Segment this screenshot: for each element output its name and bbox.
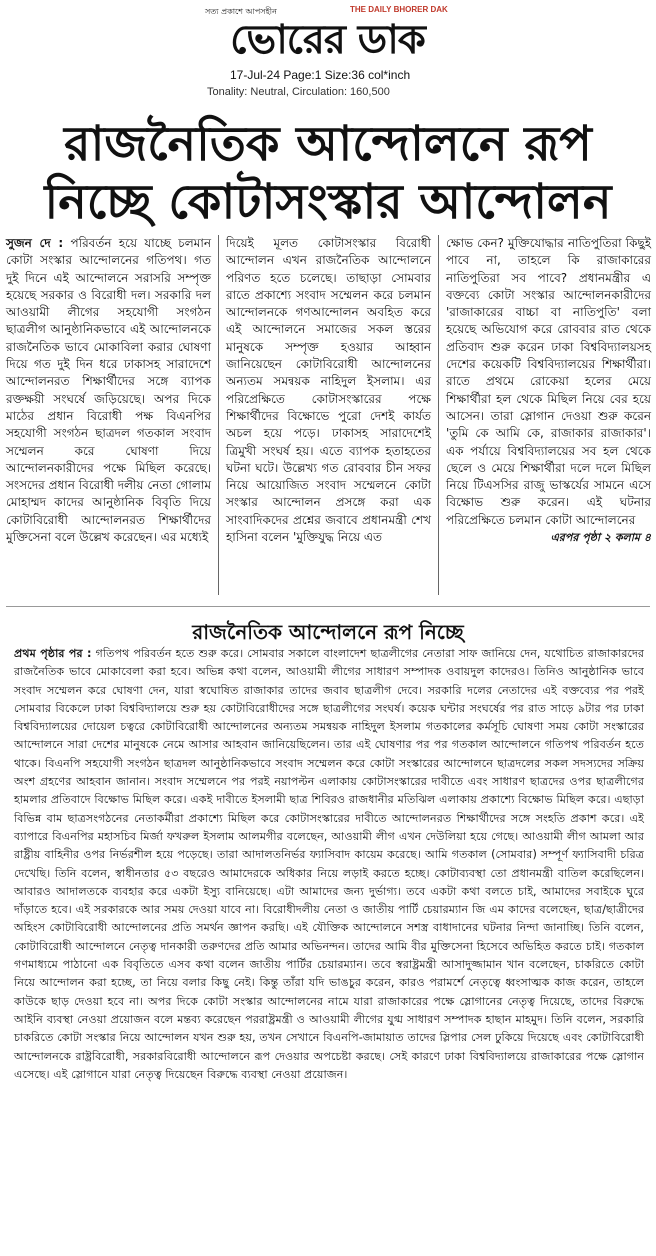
headline-line-1: রাজনৈতিক আন্দোলনে রূপ <box>64 116 592 172</box>
newspaper-logo: ভোরের ডাক <box>230 17 425 63</box>
article-author: সুজন দে : <box>6 236 64 250</box>
continuation-lead: প্রথম পৃষ্ঠার পর : <box>14 647 92 660</box>
section-divider <box>6 606 650 607</box>
article-column-1 <box>6 235 211 546</box>
column-divider <box>218 235 219 595</box>
continuation-reference: এরপর পৃষ্ঠা ২ কলাম ৪ <box>550 531 651 545</box>
headline-line-2: নিচ্ছে কোটাসংস্কার আন্দোলন <box>44 174 612 230</box>
clip-meta-date-page: 17-Jul-24 Page:1 Size:36 col*inch <box>230 68 411 82</box>
continuation-text: গতিপথ পরিবর্তন হতে শুরু করে। সোমবার সকালে বাংলাদেশ ছাত্রলীগের নেতারা সাফ জানিয়ে দেন, যথোচিত রাজাকারদের রাজনৈতিক ভাবে মোকাবেলা করা হবে। অভিন্ন কথা বলেন, আওয়ামী লীগের সাধারণ সম্পাদক ওবায়দুল কাদেরও। তিনিও আনুষ্ঠানিক ভাবে সংবাদ সম্মেলন করে ঘোষণা দেন, যারা স্বঘোষিত রাজাকার তাদের জবাব ছাত্রলীগ দেবে। সরকারি দলের নেতাদের এই বক্তব্যের পর পরই সোমবার বিকেলে ঢাকা বিশ্ববিদ্যালয়ে শুরু হয় কোটাবিরোধীদের সঙ্গে ছাত্রলীগের সংঘর্ষ। কয়েক ঘন্টার সংঘর্ষের পর রাত সাড়ে ৯টার পর ঢাকা বিশ্ববিদ্যালয়ের দোয়েল চত্বরে কোটাবিরোধী আন্দোলনের অন্যতম সমন্বয়ক নাহিদুল ইসলাম গতকালের কর্মসূচি ঘোষণা সময় কোটা সংস্কারের আন্দোলনে সারা দেশের মানুষকে নেমে আসার আহবান জানিয়েছিলেন। তার এই ঘোষণার পর পর গতকাল আন্দোলনে গতিপথ পরিবর্তন হতে থাকে। বিএনপি সহযোগী সংগঠন ছাত্রদল আনুষ্ঠানিকভাবে সংবাদ সম্মেলন করে কোটা সংস্কারের আন্দোলনে ছাত্রদলের সকল সদস্যদের সক্রিয় অংশ গ্রহণের আহবান জানান। সংবাদ সম্মেলনে পর পরই নয়াপল্টন এলাকায় কোটাসংস্কারের দাবীতে এবং সাধারণ ছাত্রদের ওপর ছাত্রলীগের হামলার প্রতিবাদে বিক্ষোভ মিছিল করে। একই দাবীতে ইসলামী ছাত্র শিবিরও রাজধানীর মতিঝিল এলাকায় প্রকাশ্যে বিক্ষোভ মিছিল করে। এছাড়া বিভিন্ন বাম ছাত্রসংগঠনের নেতাকর্মীরা প্রকাশ্যে মিছিল করে কোটাসংস্কারের দাবীতে আন্দোলনরত শিক্ষার্থীদের সঙ্গে সংহতি প্রকাশ করে। এই ব্যাপারে বিএনপির মহাসচিব মির্জা ফখরুল ইসলাম আলমগীর বলেছেন, আওয়ামী লীগ এখন দেউলিয়া হয়ে গেছে। আওয়ামী লীগ আমলা আর রাষ্ট্রীয় বাহিনীর ওপর নির্ভরশীল হয়ে পড়েছে। তারা আদালতনির্ভর ফ্যাসিবাদ কায়েম করেছে। আমি গতকাল (সোমবার) সম্পূর্ণ ফ্যাসিবাদী চরিত্র দেখেছি। তিনি বলেন, স্বাধীনতার ৫৩ বছরেও আমাদেরকে অধিকার নিয়ে লড়াই করতে হচ্ছে। কোটাব্যবস্থা তো প্রধানমন্ত্রী বাতিল করেছিলেন। আবারও আদালতকে ব্যবহার করে একটা ইস্যু বানিয়েছে। এটা আমাদের জন্য দুর্ভাগ্য। তবে একটা কথা বলতে চাই, আমাদের সবাইকে ঘুরে দাঁড়াতে হবে। এই সরকারকে আর সময় দেওয়া যাবে না। বিরোধীদলীয় নেতা ও জাতীয় পার্টি চেয়ারম্যান জি এম কাদের বলেছেন, ছাত্র/ছাত্রীদের অহিংস কোটাবিরোধী আন্দোলনের প্রতি সমর্থন জ্ঞাপন করছি। এই যৌক্তিক আন্দোলনে সশস্ত্র বাধাদানের ঘটনার নিন্দা জানাচ্ছি। তিনি বলেন, কোটাবিরোধী আন্দোলনে নেতৃত্ব দানকারী তরুণদের প্রতি আমার অভিনন্দন। তাদের আমি বীর মুক্তিসেনা হিসেবে অভিহিত করতে চাই। গতকাল গণমাধ্যমে পাঠানো এক বিবৃতিতে এসব কথা বলেন জাতীয় পার্টির চেয়ারম্যান। তবে স্বরাষ্ট্রমন্ত্রী আসাদুজ্জামান খান বলেছেন, চাকরিতে কোটা নিয়ে আন্দোলন করা হচ্ছে, তা নিয়ে বলার কিছু নেই। কিন্তু তাঁরা যদি ভাঙচুর করেন, কারও পরামর্শে নেতৃত্বে ধ্বংসাত্মক কাজ করেন, তাহলে কাউকে ছাড় দেওয়া হবে না। অপর দিকে কোটা সংস্কার আন্দোলনের নামে যারা রাজাকারের পক্ষে স্লোগানের নেতৃত্ব দিয়েছে, তাদের বিরুদ্ধে আইনি ব্যবস্থা নেওয়া প্রয়োজন বলে মন্তব্য করেছেন পররাষ্ট্রমন্ত্রী ও আওয়ামী লীগের যুগ্ম সাধারণ সম্পাদক হাছান মাহমুদ। তিনি বলেন, সরকারি চাকরিতে কোটা সংস্কার নিয়ে আন্দোলন যখন শুরু হয়, তখন সেখানে বিএনপি-জামায়াত তাদের স্লিপার সেল ঢুকিয়ে দিয়েছে এবং কোটাবিরোধী আন্দোলনকে রাষ্ট্রবিরোধী, সরকারবিরোধী আন্দোলনে রূপ দেওয়ার অপচেষ্টা করছে। সেই কারণে ঢাকা বিশ্ববিদ্যালয়ে রাজাকারের পক্ষে স্লোগান এসেছে। এই স্লোগানে যারা নেতৃত্ব দিয়েছেন বিরুদ্ধে ব্যবস্থা নেওয়া প্রয়োজন। <box>14 647 645 1081</box>
masthead <box>0 0 656 105</box>
column-3-text: ক্ষোভ কেন? মুক্তিযোদ্ধার নাতিপুতিরা কিছুই পাবে না, তাহলে কি রাজাকারের নাতিপুতিরা সব পাবে? প্রধানমন্ত্রীর এ বক্তব্যে কোটা সংস্কার আন্দোলনকারীদের 'রাজাকারের বাচ্চা বা নাতিপুতি' বলা হয়েছে অভিযোগ করে রোববার রাত থেকে প্রতিবাদ শুরু করেন ঢাকা বিশ্ববিদ্যালয়সহ দেশের কয়েকটি বিশ্ববিদ্যালয়ের শিক্ষার্থীরা। রাতে প্রথমে রোকেয়া হলের মেয়ে শিক্ষার্থীরা হল থেকে মিছিল নিয়ে বের হয়ে আসেন। তারা স্লোগান দেওয়া শুরু করেন 'তুমি কে আমি কে, রাজাকার রাজাকার'। এক পর্যায়ে বিশ্ববিদ্যালয়ের সব হল থেকে ছেলে ও মেয়ে শিক্ষার্থীরা দলে দলে মিছিল নিয়ে টিএসসির রাজু ভাস্কর্যের সামনে এসে বিক্ষোভ শুরু করেন। এই ঘটনার পরিপ্রেক্ষিতে চলমান কোটা আন্দোলনের <box>446 236 651 527</box>
article-columns <box>6 235 650 595</box>
column-divider <box>438 235 439 595</box>
clip-meta-tonality: Tonality: Neutral, Circulation: 160,500 <box>207 86 390 98</box>
article-column-3 <box>446 235 651 546</box>
masthead-tagline-en: THE DAILY BHORER DAK <box>350 5 448 14</box>
article-headline <box>18 115 638 231</box>
continuation-body <box>14 645 644 1084</box>
column-1-text: পরিবর্তন হয়ে যাচ্ছে চলমান কোটা সংস্কার আন্দোলনের গতিপথ। গত দুই দিনে এই আন্দোলনে সরাসরি সম্পৃক্ত হয়েছে সরকার ও বিরোধী দল। সরকারি দল আওয়ামী লীগের সহযোগী সংগঠন ছাত্রলীগ আনুষ্ঠানিকভাবে এই আন্দোলনকে রাজনৈতিক ভাবে মোকাবিলা করার ঘোষণা দিয়ে গত দুই দিন ধরে ঢাকাসহ সারাদেশে আন্দোলনরত শিক্ষার্থীদের সঙ্গে ব্যাপক রক্তক্ষয়ী সংঘর্ষে জড়িয়েছে। অপর দিকে মাঠের প্রধান বিরোধী পক্ষ বিএনপির সহযোগী সংগঠন ছাত্রদল গতকাল সংবাদ সম্মেলন করে ঘোষণা দিয়ে আন্দোলনকারীদের পক্ষে মিছিল করেছে। সংসদের প্রধান বিরোধী দলীয় নেতা গোলাম মোহাম্মদ কাদের আনুষ্ঠানিক বিবৃতি দিয়ে কোটাবিরোধী আন্দোলনরত শিক্ষার্থীদের মুক্তিসেনা বলে উল্লেখ করেছেন। এর মধ্যেই <box>6 236 211 545</box>
column-2-text: দিয়েই মূলত কোটাসংস্কার বিরোধী আন্দোলন এখন রাজনৈতিক আন্দোলনে পরিণত হতে চলেছে। তাছাড়া সোমবার রাতে প্রকাশ্যে সংবাদ সম্মেলন করে চলমান আন্দোলনকে গণআন্দোলন অবহিত করে এই আন্দোলনে সমাজের সকল স্তরের মানুষকে সম্পৃক্ত হওয়ার আহ্বান জানিয়েছেন কোটাবিরোধী আন্দোলনের অন্যতম সমন্বয়ক নাহিদুল ইসলাম। এর পরিপ্রেক্ষিতে কোটাসংস্কারের পক্ষে শিক্ষার্থীদের বিক্ষোভে পুরো দেশই কার্যত অচল হয়ে পড়ে। ঢাকাসহ সারাদেশেই ত্রিমুখী সংঘর্ষ হয়। এতে ব্যাপক হতাহতের ঘটনা ঘটে। উল্লেখ্য গত রোববার চীন সফর নিয়ে আয়োজিত সংবাদ সম্মেলনে কোটা সংস্কার আন্দোলন প্রসঙ্গে করা এক সাংবাদিকদের প্রশ্নের জবাবে প্রধানমন্ত্রী শেখ হাসিনা বলেন 'মুক্তিযুদ্ধ নিয়ে এত <box>226 236 431 545</box>
masthead-tagline: সত্য প্রকাশে আপসহীন <box>205 7 277 16</box>
continuation-title: রাজনৈতিক আন্দোলনে রূপ নিচ্ছে <box>192 620 464 644</box>
article-column-2 <box>226 235 431 546</box>
